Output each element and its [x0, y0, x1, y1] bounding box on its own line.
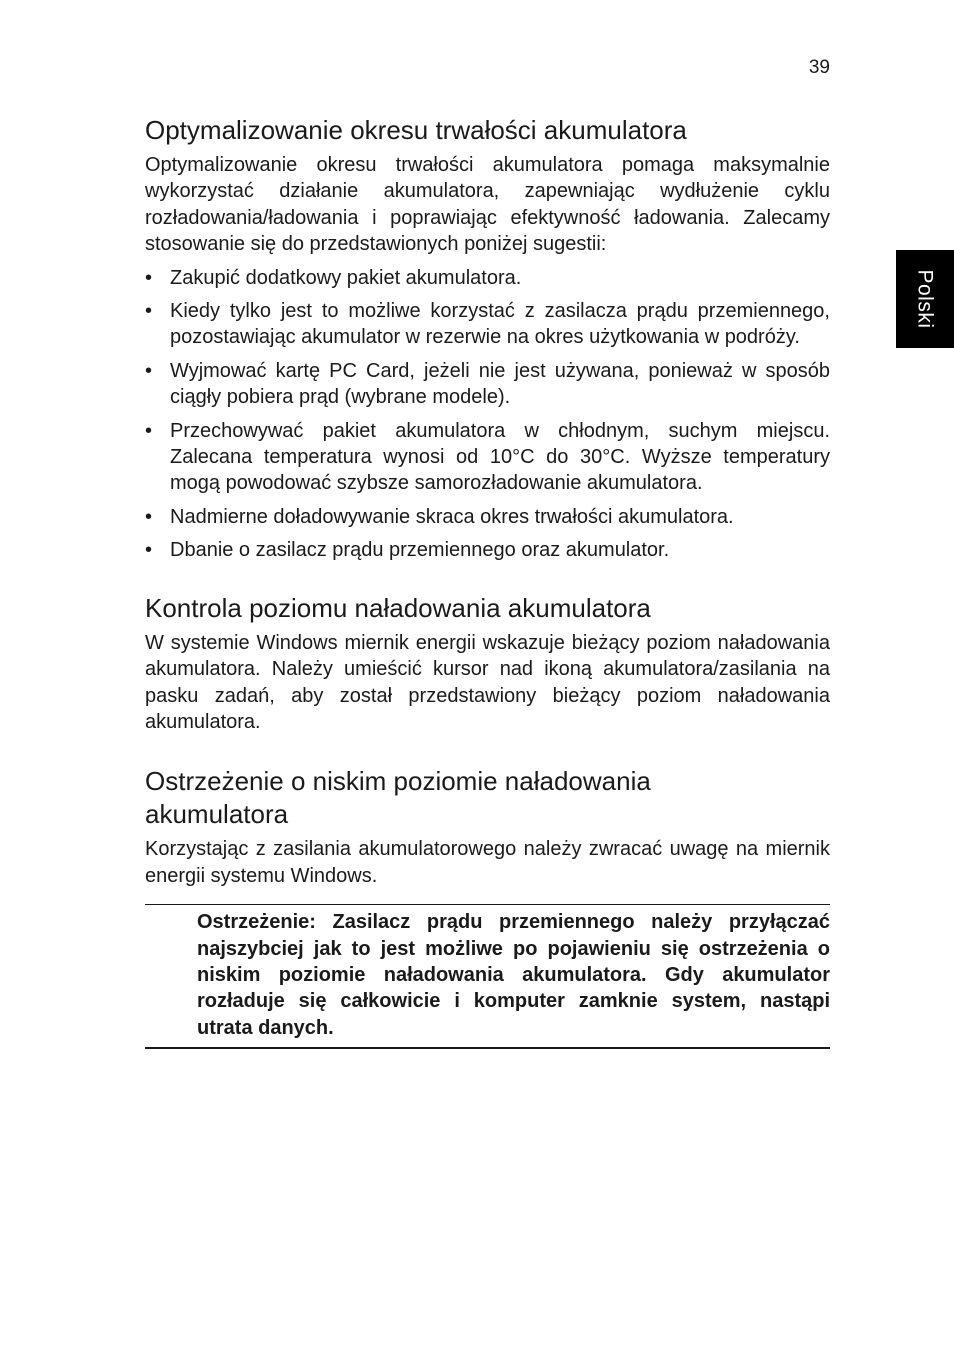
- section-heading-line2: akumulatora: [145, 799, 289, 830]
- list-item-text: Wyjmować kartę PC Card, jeżeli nie jest używana, ponieważ w sposób ciągły pobiera prąd (wybrane modele).: [170, 359, 830, 409]
- section-intro: Korzystając z zasilania akumulatorowego należy zwracać uwagę na miernik energii systemu Windows.: [145, 838, 830, 887]
- list-item: [145, 418, 830, 497]
- bullet: •: [145, 359, 153, 382]
- bullet: •: [145, 300, 153, 323]
- section-low-battery-warning: [145, 765, 830, 889]
- section-charge-level: [145, 592, 830, 736]
- list-item-text: Przechowywać pakiet akumulatora w chłodnym, suchym miejscu. Zalecana temperatura wynosi od 10°C do 30°C. Wyższe temperatury mogą powodować szybsze samorozładowanie akumulatora.: [170, 419, 830, 495]
- warning-text: Ostrzeżenie: Zasilacz prądu przemiennego należy przyłączać najszybciej jak to jest możliwe po pojawieniu się ostrzeżenia o niskim poziomie naładowania akumulatora. Gdy akumulator rozładuje się całkowicie i komputer zamknie system, nastąpi utrata danych.: [197, 911, 830, 1039]
- list-item: [145, 358, 830, 411]
- bullet: •: [145, 505, 153, 528]
- list-item: [145, 298, 830, 351]
- bullet: •: [145, 539, 153, 562]
- list-item: [145, 537, 830, 563]
- list-item-text: Dbanie o zasilacz prądu przemiennego oraz akumulator.: [170, 539, 670, 562]
- bullet: •: [145, 266, 153, 289]
- section-heading: Kontrola poziomu naładowania akumulatora: [145, 592, 651, 623]
- section-heading: [145, 765, 830, 831]
- section-intro: Optymalizowanie okresu trwałości akumulatora pomaga maksymalnie wykorzystać działanie akumulatora, zapewniając wydłużenie cyklu rozładowania/ładowania i poprawiając efektywność ładowania. Zalecamy stosowanie się do przedstawionych poniżej sugestii:: [145, 154, 830, 256]
- list-item: [145, 504, 830, 530]
- page-number: 39: [808, 57, 830, 78]
- section-intro: W systemie Windows miernik energii wskazuje bieżący poziom naładowania akumulatora. Należy umieścić kursor nad ikoną akumulatora/zasilania na pasku zadań, aby został przedstawiony bieżący poziom naładowania akumulatora.: [145, 631, 830, 733]
- section-heading-line1: Ostrzeżenie o niskim poziomie naładowania: [145, 766, 651, 797]
- bullet: •: [145, 419, 153, 442]
- section-heading: Optymalizowanie okresu trwałości akumulatora: [145, 115, 687, 145]
- section-battery-life: [145, 114, 830, 564]
- list-item-text: Kiedy tylko jest to możliwe korzystać z zasilacza prądu przemiennego, pozostawiając akumulator w rezerwie na okres użytkowania w podróży.: [170, 300, 830, 349]
- list-item-text: Nadmierne doładowywanie skraca okres trwałości akumulatora.: [170, 505, 734, 528]
- language-tab: [896, 250, 954, 348]
- list-item-text: Zakupić dodatkowy pakiet akumulatora.: [170, 266, 522, 289]
- warning-box: [145, 904, 830, 1049]
- list-item: [145, 265, 830, 291]
- language-tab-label: Polski: [914, 269, 937, 329]
- tips-list: [145, 265, 830, 564]
- page-content: [145, 114, 830, 1049]
